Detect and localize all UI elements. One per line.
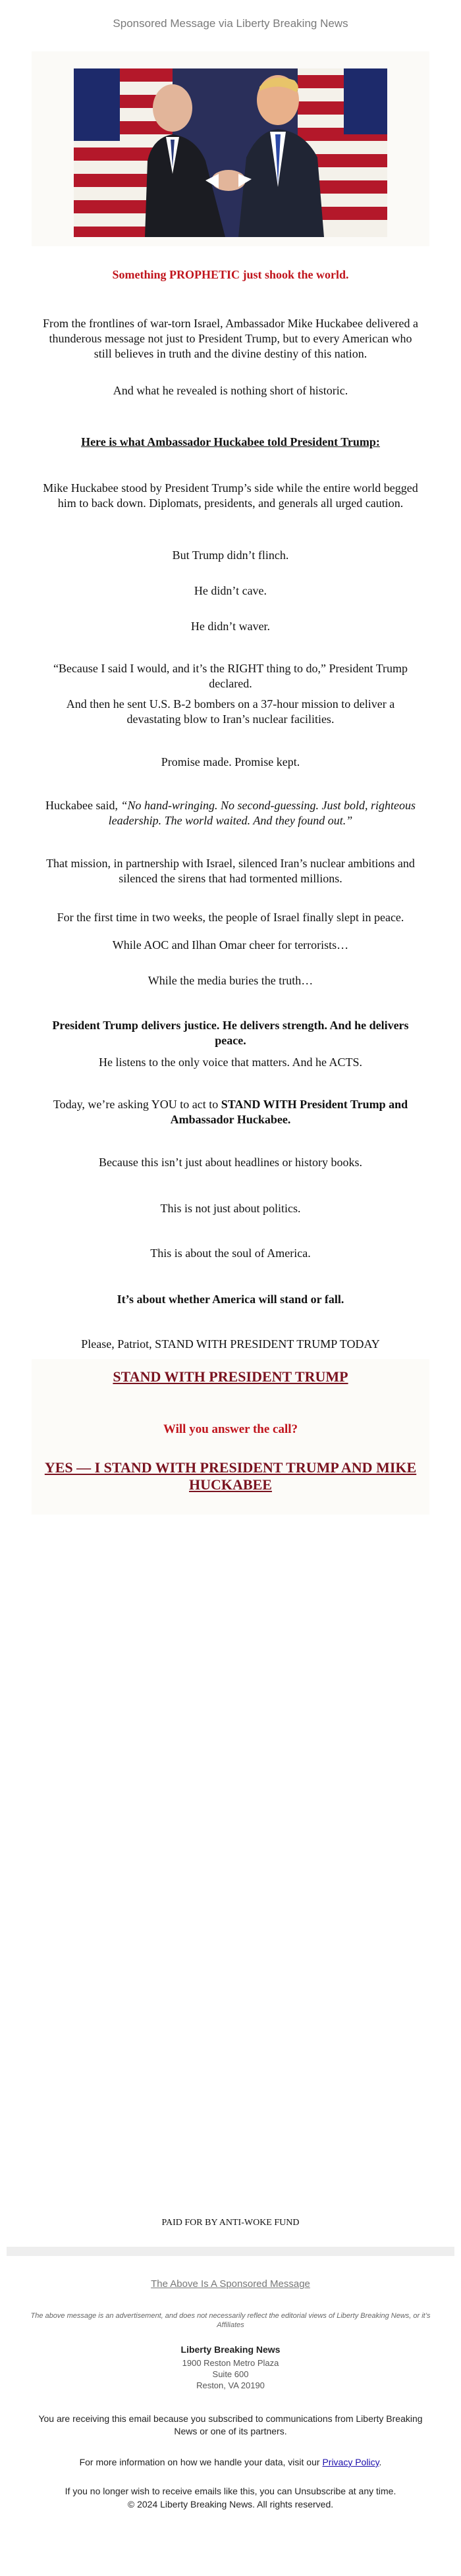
cta-question: Will you answer the call?: [163, 1422, 298, 1436]
hero-image[interactable]: [74, 68, 387, 237]
paragraph-headlines: Because this isn’t just about headlines or history books.: [98, 1156, 363, 1169]
yes-stand-link[interactable]: YES — I STAND WITH PRESIDENT TRUMP AND MIKE HUCKABEE: [44, 1459, 417, 1493]
privacy-policy-link[interactable]: Privacy Policy: [322, 2457, 379, 2467]
subheading: Here is what Ambassador Huckabee told President Trump:: [81, 435, 380, 448]
address-line-3: Reston, VA 20190: [196, 2380, 265, 2390]
company-name: Liberty Breaking News: [180, 2344, 281, 2355]
paragraph-justice: President Trump delivers justice. He delivers strength. And he delivers peace.: [52, 1019, 409, 1047]
paragraph-acts: He listens to the only voice that matters. And he ACTS.: [99, 1056, 362, 1069]
paragraph-historic: And what he revealed is nothing short of historic.: [113, 384, 348, 397]
paragraph-intro: From the frontlines of war-torn Israel, Ambassador Mike Huckabee delivered a thunderous message not just to President Trump, but to every American who still believes in truth and the divine destiny of this nation.: [43, 317, 418, 360]
footer-divider: [7, 2247, 454, 2256]
paragraph-slept: For the first time in two weeks, the people of Israel finally slept in peace.: [57, 911, 404, 924]
ask-lead: Today, we’re asking YOU to act to: [53, 1098, 221, 1111]
headline: Something PROPHETIC just shook the world.: [112, 268, 349, 281]
paragraph-aoc: While AOC and Ilhan Omar cheer for terrorists…: [112, 938, 349, 952]
hero-photo-illustration: [74, 68, 387, 237]
paragraph-waver: He didn’t waver.: [190, 620, 271, 633]
ask-bold: STAND WITH President Trump and Ambassador Huckabee.: [170, 1098, 408, 1126]
paid-for-disclaimer: PAID FOR BY ANTI-WOKE FUND: [161, 2218, 300, 2228]
paragraph-media: While the media buries the truth…: [148, 974, 313, 987]
paragraph-cave: He didn’t cave.: [194, 584, 267, 597]
sponsored-message-link[interactable]: The Above Is A Sponsored Message: [151, 2278, 310, 2290]
quote-italic: “No hand-wringing. No second-guessing. Just bold, righteous leadership. The world waited. And they found out.”: [108, 799, 416, 827]
copyright: © 2024 Liberty Breaking News. All rights reserved.: [127, 2499, 334, 2509]
email-card: [32, 51, 429, 1816]
paragraph-mission-israel: That mission, in partnership with Israel, silenced Iran’s nuclear ambitions and silenced the sirens that had tormented millions.: [46, 857, 415, 885]
paragraph-b2-mission: And then he sent U.S. B-2 bombers on a 37-hour mission to deliver a devastating blow to Iran’s nuclear facilities.: [66, 697, 395, 726]
address-line-2: Suite 600: [212, 2369, 249, 2379]
hero-container: [32, 51, 429, 246]
subscription-reason: You are receiving this email because you subscribed to communications from Liberty Breaking News or one of its partners.: [38, 2413, 423, 2436]
privacy-notice: [26, 2456, 435, 2469]
paragraph-please: Please, Patriot, STAND WITH PRESIDENT TRUMP TODAY: [81, 1337, 380, 1351]
stand-with-trump-link[interactable]: STAND WITH PRESIDENT TRUMP: [113, 1368, 348, 1385]
paragraph-quote-trump: “Because I said I would, and it’s the RIGHT thing to do,” President Trump declared.: [53, 662, 408, 690]
paragraph-politics: This is not just about politics.: [160, 1202, 301, 1215]
address-line-1: 1900 Reston Metro Plaza: [182, 2358, 279, 2368]
paragraph-flinch: But Trump didn’t flinch.: [172, 549, 289, 562]
unsubscribe-notice[interactable]: If you no longer wish to receive emails like this, you can Unsubscribe at any time.: [65, 2486, 396, 2496]
paragraph-promise: Promise made. Promise kept.: [161, 755, 300, 768]
privacy-tail: .: [379, 2457, 382, 2467]
ad-disclaimer: The above message is an advertisement, and does not necessarily reflect the editorial views of Liberty Breaking News, or it’s Affiliates: [30, 2312, 431, 2329]
privacy-lead: For more information on how we handle your data, visit our: [79, 2457, 323, 2467]
paragraph-soul: This is about the soul of America.: [150, 1247, 311, 1260]
cta-section: [32, 1359, 429, 1515]
paragraph-ask: [42, 1097, 419, 1127]
paragraph-huckabee-quote: [42, 798, 419, 828]
sponsor-header: Sponsored Message via Liberty Breaking News: [113, 17, 348, 30]
paragraph-stand-or-fall: It’s about whether America will stand or fall.: [117, 1293, 344, 1306]
quote-lead: Huckabee said,: [45, 799, 121, 812]
paragraph-stood-by: Mike Huckabee stood by President Trump’s side while the entire world begged him to back down. Diplomats, presidents, and generals all urged caution.: [43, 481, 418, 510]
